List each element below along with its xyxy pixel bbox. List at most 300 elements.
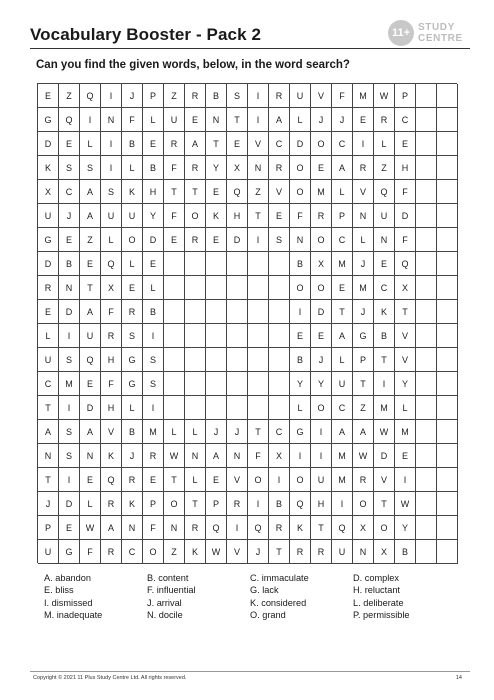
grid-cell: J xyxy=(248,540,269,564)
grid-cell: O xyxy=(353,492,374,516)
grid-cell xyxy=(416,492,437,516)
grid-cell: X xyxy=(395,276,416,300)
grid-cell: M xyxy=(353,84,374,108)
grid-cell: R xyxy=(143,444,164,468)
grid-cell: S xyxy=(227,84,248,108)
study-centre-logo xyxy=(388,20,470,46)
grid-cell: B xyxy=(122,132,143,156)
grid-cell: I xyxy=(311,444,332,468)
grid-cell: T xyxy=(185,492,206,516)
grid-cell: U xyxy=(38,204,59,228)
word-list-row xyxy=(44,610,464,622)
grid-cell: S xyxy=(143,372,164,396)
grid-cell: F xyxy=(164,204,185,228)
grid-cell: E xyxy=(122,276,143,300)
grid-cell: P xyxy=(395,84,416,108)
word-list xyxy=(44,573,464,623)
grid-cell: V xyxy=(269,180,290,204)
grid-cell: W xyxy=(374,84,395,108)
grid-cell: E xyxy=(311,156,332,180)
grid-cell: Y xyxy=(395,516,416,540)
grid-cell: U xyxy=(164,108,185,132)
grid-cell: U xyxy=(101,204,122,228)
grid-cell: Q xyxy=(80,348,101,372)
grid-cell: A xyxy=(332,156,353,180)
grid-cell: E xyxy=(206,468,227,492)
grid-cell: K xyxy=(185,540,206,564)
grid-cell xyxy=(206,276,227,300)
footer-divider xyxy=(30,671,470,672)
grid-cell: W xyxy=(164,444,185,468)
grid-cell: B xyxy=(395,540,416,564)
grid-cell xyxy=(416,132,437,156)
grid-cell: B xyxy=(290,348,311,372)
grid-cell: Z xyxy=(164,540,185,564)
grid-cell: E xyxy=(80,468,101,492)
grid-cell: O xyxy=(311,396,332,420)
grid-cell xyxy=(164,396,185,420)
grid-cell: A xyxy=(206,444,227,468)
grid-cell: O xyxy=(290,156,311,180)
grid-cell: D xyxy=(143,228,164,252)
word-list-item: C. immaculate xyxy=(250,573,309,583)
word-list-item: I. dismissed xyxy=(44,597,93,608)
grid-cell: X xyxy=(311,252,332,276)
grid-cell: T xyxy=(395,300,416,324)
grid-cell: E xyxy=(38,300,59,324)
grid-cell: O xyxy=(311,228,332,252)
grid-cell xyxy=(437,228,458,252)
word-list-item: F. influential xyxy=(147,585,196,596)
grid-cell xyxy=(248,396,269,420)
grid-cell: Q xyxy=(206,516,227,540)
grid-cell: V xyxy=(101,420,122,444)
grid-cell: T xyxy=(164,468,185,492)
word-list-item: M. inadequate xyxy=(44,610,103,621)
grid-cell: S xyxy=(59,348,80,372)
grid-cell: C xyxy=(269,420,290,444)
grid-cell: N xyxy=(353,540,374,564)
grid-cell: N xyxy=(290,228,311,252)
grid-cell: S xyxy=(143,348,164,372)
grid-cell xyxy=(164,372,185,396)
grid-cell: Q xyxy=(227,180,248,204)
grid-cell: V xyxy=(311,84,332,108)
grid-cell: D xyxy=(38,132,59,156)
word-list-item: N. docile xyxy=(147,610,183,621)
grid-cell: I xyxy=(80,108,101,132)
grid-cell: W xyxy=(206,540,227,564)
grid-cell: V xyxy=(227,540,248,564)
grid-cell: G xyxy=(38,108,59,132)
grid-cell: N xyxy=(101,108,122,132)
grid-cell: M xyxy=(374,396,395,420)
grid-cell: L xyxy=(185,468,206,492)
grid-cell: T xyxy=(332,300,353,324)
word-list-item: O. grand xyxy=(250,610,286,621)
grid-cell: D xyxy=(395,204,416,228)
grid-cell xyxy=(416,108,437,132)
grid-cell: A xyxy=(353,420,374,444)
grid-cell: I xyxy=(59,396,80,420)
grid-cell xyxy=(416,204,437,228)
grid-cell: L xyxy=(332,348,353,372)
grid-cell: T xyxy=(38,468,59,492)
grid-cell: I xyxy=(101,84,122,108)
grid-cell: F xyxy=(332,84,353,108)
grid-cell: L xyxy=(101,228,122,252)
grid-cell: H xyxy=(101,348,122,372)
grid-cell: F xyxy=(80,540,101,564)
grid-cell xyxy=(437,180,458,204)
grid-cell: M xyxy=(332,444,353,468)
grid-cell: Q xyxy=(59,108,80,132)
grid-cell: U xyxy=(311,468,332,492)
grid-cell: Z xyxy=(59,84,80,108)
grid-cell: U xyxy=(332,540,353,564)
grid-cell: O xyxy=(311,132,332,156)
grid-cell: S xyxy=(59,444,80,468)
grid-cell: V xyxy=(395,324,416,348)
grid-cell: M xyxy=(143,420,164,444)
grid-cell: E xyxy=(143,132,164,156)
grid-cell xyxy=(269,276,290,300)
grid-cell xyxy=(269,372,290,396)
grid-cell: R xyxy=(374,108,395,132)
grid-cell: L xyxy=(122,396,143,420)
grid-cell: S xyxy=(101,180,122,204)
grid-cell: Y xyxy=(395,372,416,396)
grid-cell xyxy=(206,372,227,396)
grid-cell xyxy=(437,84,458,108)
grid-cell: C xyxy=(332,228,353,252)
grid-cell: L xyxy=(122,156,143,180)
grid-cell xyxy=(437,252,458,276)
grid-cell: L xyxy=(143,108,164,132)
grid-cell xyxy=(437,132,458,156)
grid-cell: E xyxy=(290,324,311,348)
grid-cell xyxy=(206,300,227,324)
grid-cell: P xyxy=(143,84,164,108)
grid-cell: Q xyxy=(332,516,353,540)
grid-cell: I xyxy=(248,84,269,108)
grid-cell: R xyxy=(269,156,290,180)
grid-cell xyxy=(227,372,248,396)
grid-cell: K xyxy=(38,156,59,180)
grid-cell: R xyxy=(101,540,122,564)
grid-cell: J xyxy=(59,204,80,228)
grid-cell: R xyxy=(353,156,374,180)
grid-cell xyxy=(437,444,458,468)
grid-cell: R xyxy=(164,132,185,156)
grid-cell: R xyxy=(122,468,143,492)
grid-cell xyxy=(227,252,248,276)
grid-cell: J xyxy=(122,444,143,468)
grid-cell: M xyxy=(353,276,374,300)
grid-cell: L xyxy=(122,252,143,276)
grid-cell: X xyxy=(227,156,248,180)
grid-cell: A xyxy=(80,204,101,228)
grid-cell: E xyxy=(143,468,164,492)
word-list-item: D. complex xyxy=(353,573,399,583)
grid-cell xyxy=(416,348,437,372)
grid-cell xyxy=(227,324,248,348)
grid-cell: E xyxy=(395,444,416,468)
grid-cell xyxy=(437,396,458,420)
grid-cell: D xyxy=(38,252,59,276)
grid-cell xyxy=(185,324,206,348)
grid-cell: Z xyxy=(248,180,269,204)
grid-cell: Z xyxy=(164,84,185,108)
grid-cell xyxy=(248,276,269,300)
grid-cell: A xyxy=(80,300,101,324)
grid-cell: M xyxy=(332,468,353,492)
grid-cell: F xyxy=(164,156,185,180)
grid-cell xyxy=(437,348,458,372)
grid-cell: B xyxy=(374,324,395,348)
grid-cell: R xyxy=(227,492,248,516)
grid-cell: D xyxy=(311,300,332,324)
grid-cell: F xyxy=(122,108,143,132)
grid-cell: V xyxy=(374,468,395,492)
grid-cell xyxy=(416,420,437,444)
grid-cell: U xyxy=(38,540,59,564)
grid-cell xyxy=(185,276,206,300)
grid-cell: J xyxy=(353,300,374,324)
grid-cell: J xyxy=(332,108,353,132)
grid-cell: E xyxy=(269,204,290,228)
copyright-text: Copyright © 2021 11 Plus Study Centre Ltd. All rights reserved. xyxy=(33,675,187,681)
grid-cell: I xyxy=(332,492,353,516)
grid-cell: V xyxy=(395,348,416,372)
grid-cell: S xyxy=(59,420,80,444)
grid-cell: L xyxy=(353,228,374,252)
grid-cell: N xyxy=(38,444,59,468)
grid-cell: X xyxy=(101,276,122,300)
grid-cell: E xyxy=(227,132,248,156)
grid-cell: L xyxy=(143,276,164,300)
grid-cell: E xyxy=(80,372,101,396)
grid-cell xyxy=(437,276,458,300)
grid-cell xyxy=(164,252,185,276)
grid-cell: L xyxy=(374,132,395,156)
grid-cell: S xyxy=(269,228,290,252)
grid-cell: O xyxy=(290,468,311,492)
grid-cell: Q xyxy=(395,252,416,276)
grid-cell: L xyxy=(80,492,101,516)
grid-cell xyxy=(164,276,185,300)
word-list-row xyxy=(44,585,464,597)
grid-cell: L xyxy=(332,180,353,204)
grid-cell: O xyxy=(311,276,332,300)
grid-cell: I xyxy=(143,396,164,420)
grid-cell xyxy=(437,516,458,540)
grid-cell: E xyxy=(185,108,206,132)
grid-cell: T xyxy=(80,276,101,300)
word-list-item: A. abandon xyxy=(44,573,92,583)
grid-cell xyxy=(227,300,248,324)
grid-cell: D xyxy=(374,444,395,468)
grid-cell xyxy=(206,252,227,276)
grid-cell: U xyxy=(80,324,101,348)
grid-cell: R xyxy=(185,84,206,108)
grid-cell: Q xyxy=(101,468,122,492)
grid-cell xyxy=(416,372,437,396)
grid-cell: N xyxy=(227,444,248,468)
grid-cell: M xyxy=(395,420,416,444)
grid-cell: C xyxy=(395,108,416,132)
grid-cell: I xyxy=(353,132,374,156)
grid-cell: L xyxy=(395,396,416,420)
grid-cell: A xyxy=(101,516,122,540)
grid-cell: P xyxy=(38,516,59,540)
grid-cell: T xyxy=(269,540,290,564)
grid-cell xyxy=(416,276,437,300)
grid-cell: F xyxy=(395,228,416,252)
grid-cell: H xyxy=(395,156,416,180)
grid-cell: D xyxy=(59,492,80,516)
grid-cell: O xyxy=(248,468,269,492)
grid-cell xyxy=(248,252,269,276)
grid-cell: Q xyxy=(290,492,311,516)
grid-cell xyxy=(416,540,437,564)
grid-cell: A xyxy=(332,420,353,444)
grid-cell: X xyxy=(353,516,374,540)
grid-cell: U xyxy=(290,84,311,108)
grid-cell: R xyxy=(269,84,290,108)
grid-cell xyxy=(185,252,206,276)
grid-cell: R xyxy=(269,516,290,540)
grid-cell: T xyxy=(227,108,248,132)
grid-cell: U xyxy=(374,204,395,228)
grid-cell xyxy=(437,300,458,324)
grid-cell: F xyxy=(101,372,122,396)
grid-cell: T xyxy=(248,420,269,444)
grid-cell xyxy=(416,396,437,420)
grid-cell: R xyxy=(185,228,206,252)
grid-cell: R xyxy=(353,468,374,492)
grid-cell: G xyxy=(353,324,374,348)
grid-cell xyxy=(437,492,458,516)
grid-cell: B xyxy=(59,252,80,276)
grid-cell: E xyxy=(374,252,395,276)
grid-cell: F xyxy=(290,204,311,228)
grid-cell: L xyxy=(290,396,311,420)
grid-cell: C xyxy=(269,132,290,156)
grid-cell: C xyxy=(59,180,80,204)
grid-cell: A xyxy=(38,420,59,444)
grid-cell xyxy=(248,348,269,372)
grid-cell: Z xyxy=(353,396,374,420)
grid-cell: S xyxy=(122,324,143,348)
grid-cell: R xyxy=(185,156,206,180)
grid-cell: N xyxy=(374,228,395,252)
word-list-item: B. content xyxy=(147,573,189,583)
grid-cell xyxy=(437,420,458,444)
grid-cell: N xyxy=(59,276,80,300)
grid-cell: R xyxy=(185,516,206,540)
grid-cell: P xyxy=(206,492,227,516)
grid-cell: H xyxy=(311,492,332,516)
grid-cell: G xyxy=(290,420,311,444)
grid-cell xyxy=(185,372,206,396)
grid-cell: D xyxy=(59,300,80,324)
grid-cell: D xyxy=(80,396,101,420)
grid-cell: T xyxy=(248,204,269,228)
grid-cell xyxy=(416,252,437,276)
grid-cell: E xyxy=(206,228,227,252)
word-list-item: K. considered xyxy=(250,597,307,608)
grid-cell: G xyxy=(122,372,143,396)
grid-cell xyxy=(269,348,290,372)
grid-cell: B xyxy=(143,156,164,180)
grid-cell: T xyxy=(374,348,395,372)
grid-cell xyxy=(227,396,248,420)
grid-cell: I xyxy=(290,300,311,324)
grid-cell xyxy=(164,324,185,348)
grid-cell: K xyxy=(206,204,227,228)
grid-cell xyxy=(227,276,248,300)
grid-cell: B xyxy=(122,420,143,444)
logo-badge: 11+ xyxy=(388,20,414,46)
grid-cell: K xyxy=(122,180,143,204)
grid-cell: R xyxy=(122,300,143,324)
grid-cell: C xyxy=(122,540,143,564)
grid-cell xyxy=(416,180,437,204)
word-list-row xyxy=(44,598,464,610)
grid-cell: K xyxy=(290,516,311,540)
grid-cell: N xyxy=(122,516,143,540)
grid-cell xyxy=(248,324,269,348)
grid-cell: F xyxy=(248,444,269,468)
grid-cell: S xyxy=(80,156,101,180)
grid-cell: G xyxy=(122,348,143,372)
grid-cell xyxy=(437,468,458,492)
grid-cell: Y xyxy=(290,372,311,396)
grid-cell xyxy=(416,84,437,108)
grid-cell: R xyxy=(101,324,122,348)
word-list-item: P. permissible xyxy=(353,610,410,621)
grid-cell xyxy=(206,348,227,372)
grid-cell: H xyxy=(143,180,164,204)
grid-cell: P xyxy=(353,348,374,372)
grid-cell xyxy=(437,156,458,180)
grid-cell: G xyxy=(59,540,80,564)
grid-cell: T xyxy=(311,516,332,540)
grid-cell: Q xyxy=(248,516,269,540)
word-list-item: G. lack xyxy=(250,585,279,596)
grid-cell: J xyxy=(227,420,248,444)
grid-cell: X xyxy=(269,444,290,468)
grid-cell: F xyxy=(143,516,164,540)
grid-cell: U xyxy=(122,204,143,228)
grid-cell: P xyxy=(332,204,353,228)
grid-cell: D xyxy=(227,228,248,252)
grid-cell: T xyxy=(38,396,59,420)
grid-cell xyxy=(416,444,437,468)
grid-cell xyxy=(206,396,227,420)
grid-cell: K xyxy=(374,300,395,324)
page-number: 14 xyxy=(455,675,462,681)
grid-cell: E xyxy=(59,516,80,540)
grid-cell: B xyxy=(269,492,290,516)
grid-cell: K xyxy=(101,444,122,468)
word-list-item: H. reluctant xyxy=(353,585,400,596)
grid-cell: Q xyxy=(374,180,395,204)
grid-cell: U xyxy=(38,348,59,372)
grid-cell: V xyxy=(353,180,374,204)
grid-cell: J xyxy=(311,108,332,132)
